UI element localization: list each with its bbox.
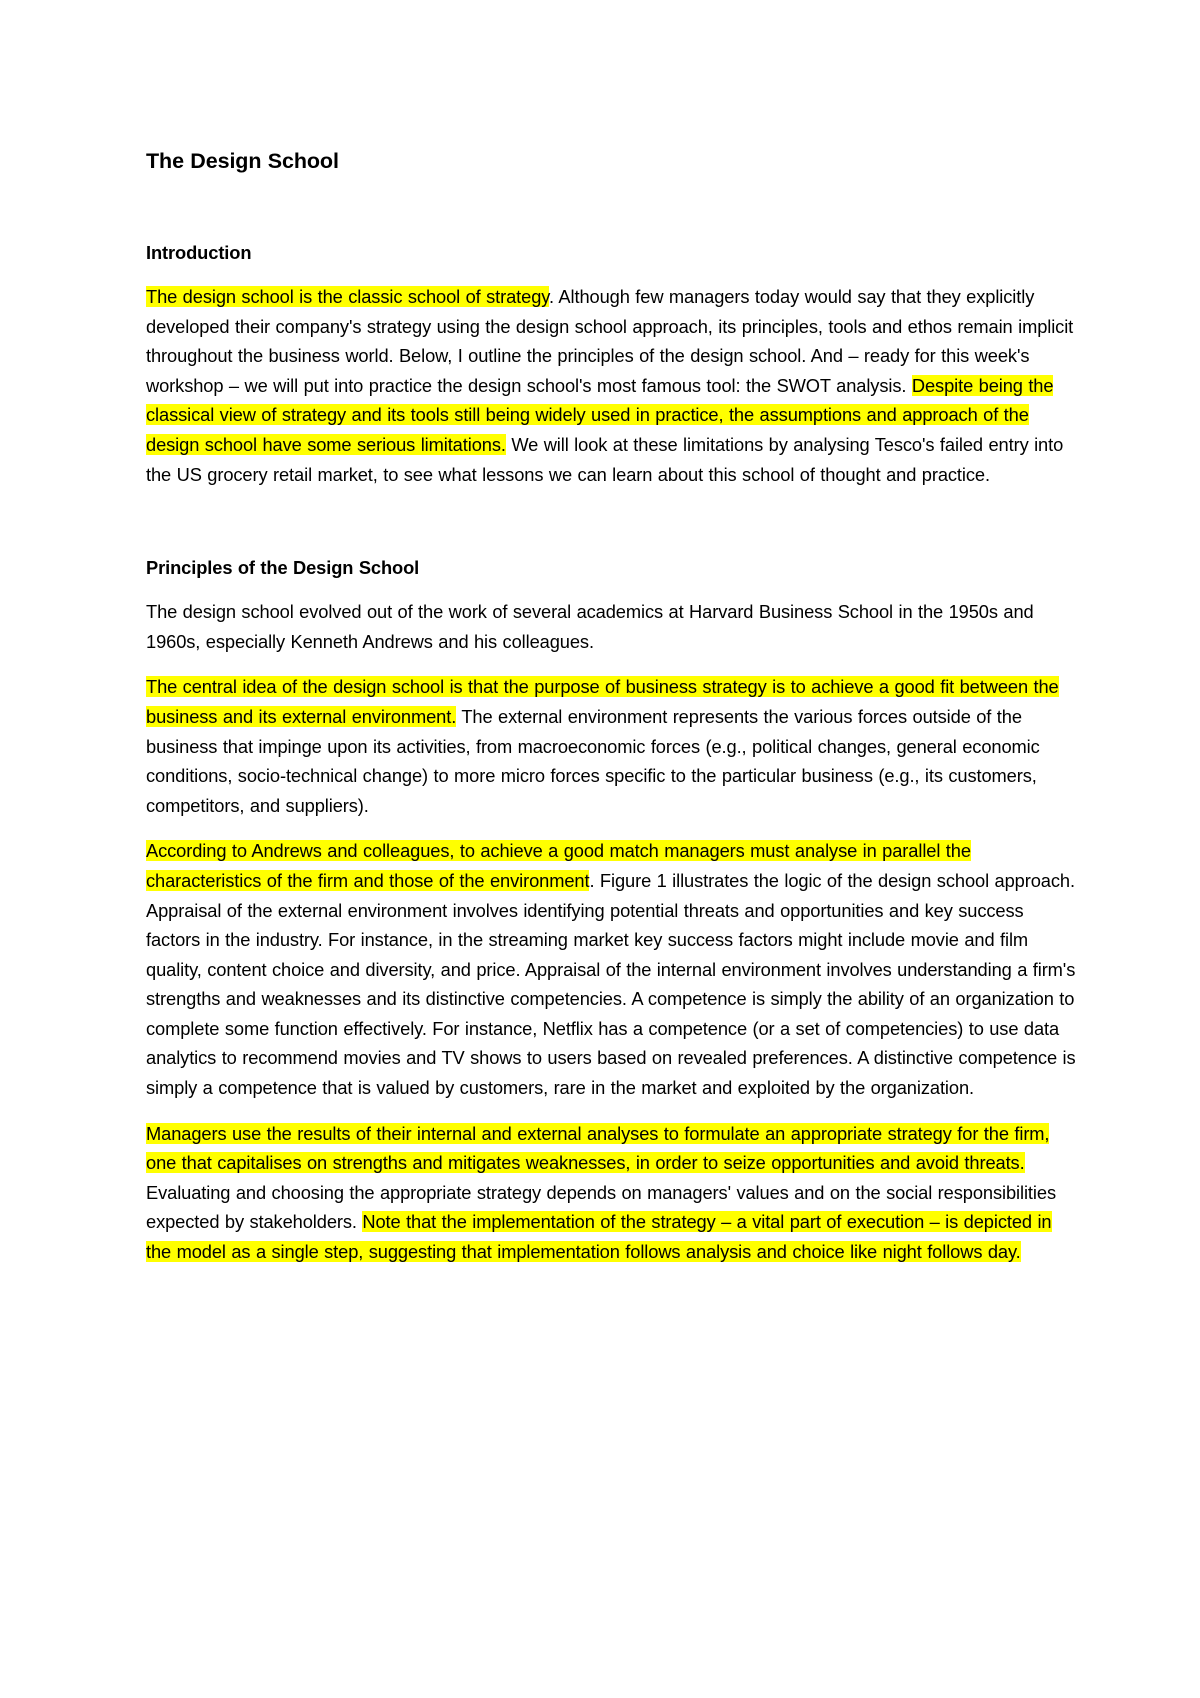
body-text: We will look at these limitations by analysing Tesco's failed entry into the US grocery retail market, to see what lessons we can learn about this school of thought and practice. <box>146 433 1064 485</box>
paragraph <box>146 672 1076 820</box>
body-text: . Figure 1 illustrates the logic of the design school approach. Appraisal of the external environment involves identifying potential threats and opportunities and key success factors in the industry. For instance, in the streaming market key success factors might include movie and film quality, content choice and diversity, and price. Appraisal of the internal environment involves understanding a firm's strengths and weaknesses and its distinctive competencies. A competence is simply the ability of an organization to complete some function effectively. For instance, Netflix has a competence (or a set of competencies) to use data analytics to recommend movies and TV shows to users based on revealed preferences. A distinctive competence is simply a competence that is valued by customers, rare in the market and exploited by the organization. <box>146 869 1076 1099</box>
section-heading: Principles of the Design School <box>146 557 420 579</box>
highlighted-text: Note that the implementation of the strategy – a vital part of execution – is depicted in the model as a single step, suggesting that implementation follows analysis and choice like night follows day. <box>146 1211 1052 1263</box>
document-body <box>146 146 1076 1267</box>
body-text: The external environment represents the various forces outside of the business that impinge upon its activities, from macroeconomic forces (e.g., political changes, general economic conditions, socio-technical change) to more micro forces specific to the particular business (e.g., its customers, competitors, and suppliers). <box>146 705 1040 816</box>
highlighted-text: Managers use the results of their internal and external analyses to formulate an appropriate strategy for the firm, one that capitalises on strengths and mitigates weaknesses, in order to seize opportunities and avoid threats. <box>146 1122 1050 1174</box>
section-heading: Introduction <box>146 242 252 263</box>
paragraph <box>146 1119 1076 1267</box>
body-text: The design school evolved out of the work of several academics at Harvard Business School in the 1950s and 1960s, especially Kenneth Andrews and his colleagues. <box>146 601 1034 652</box>
section-introduction <box>146 238 1076 489</box>
highlighted-text: The design school is the classic school of strategy <box>146 286 549 307</box>
section-principles <box>146 553 1076 1266</box>
highlighted-text: According to Andrews and colleagues, to achieve a good match managers must analyse in parallel the characteristics of the firm and those of the environment <box>146 840 971 891</box>
paragraph <box>146 282 1076 489</box>
body-text: Evaluating and choosing the appropriate strategy depends on managers' values and on the social responsibilities expected by stakeholders. <box>146 1181 1056 1233</box>
paragraph <box>146 836 1076 1102</box>
highlighted-text: The central idea of the design school is that the purpose of business strategy is to achieve a good fit between the business and its external environment. <box>146 676 1059 727</box>
paragraph <box>146 597 1076 656</box>
highlighted-text: Despite being the classical view of strategy and its tools still being widely used in practice, the assumptions and approach of the design school have some serious limitations. <box>146 374 1054 455</box>
document-title: The Design School <box>146 149 339 173</box>
body-text: . Although few managers today would say that they explicitly developed their company's strategy using the design school approach, its principles, tools and ethos remain implicit throughout the business world. Below, I outline the principles of the design school. And – ready for this week's workshop – we will put into practice the design school's most famous tool: the SWOT analysis. <box>146 286 1074 396</box>
